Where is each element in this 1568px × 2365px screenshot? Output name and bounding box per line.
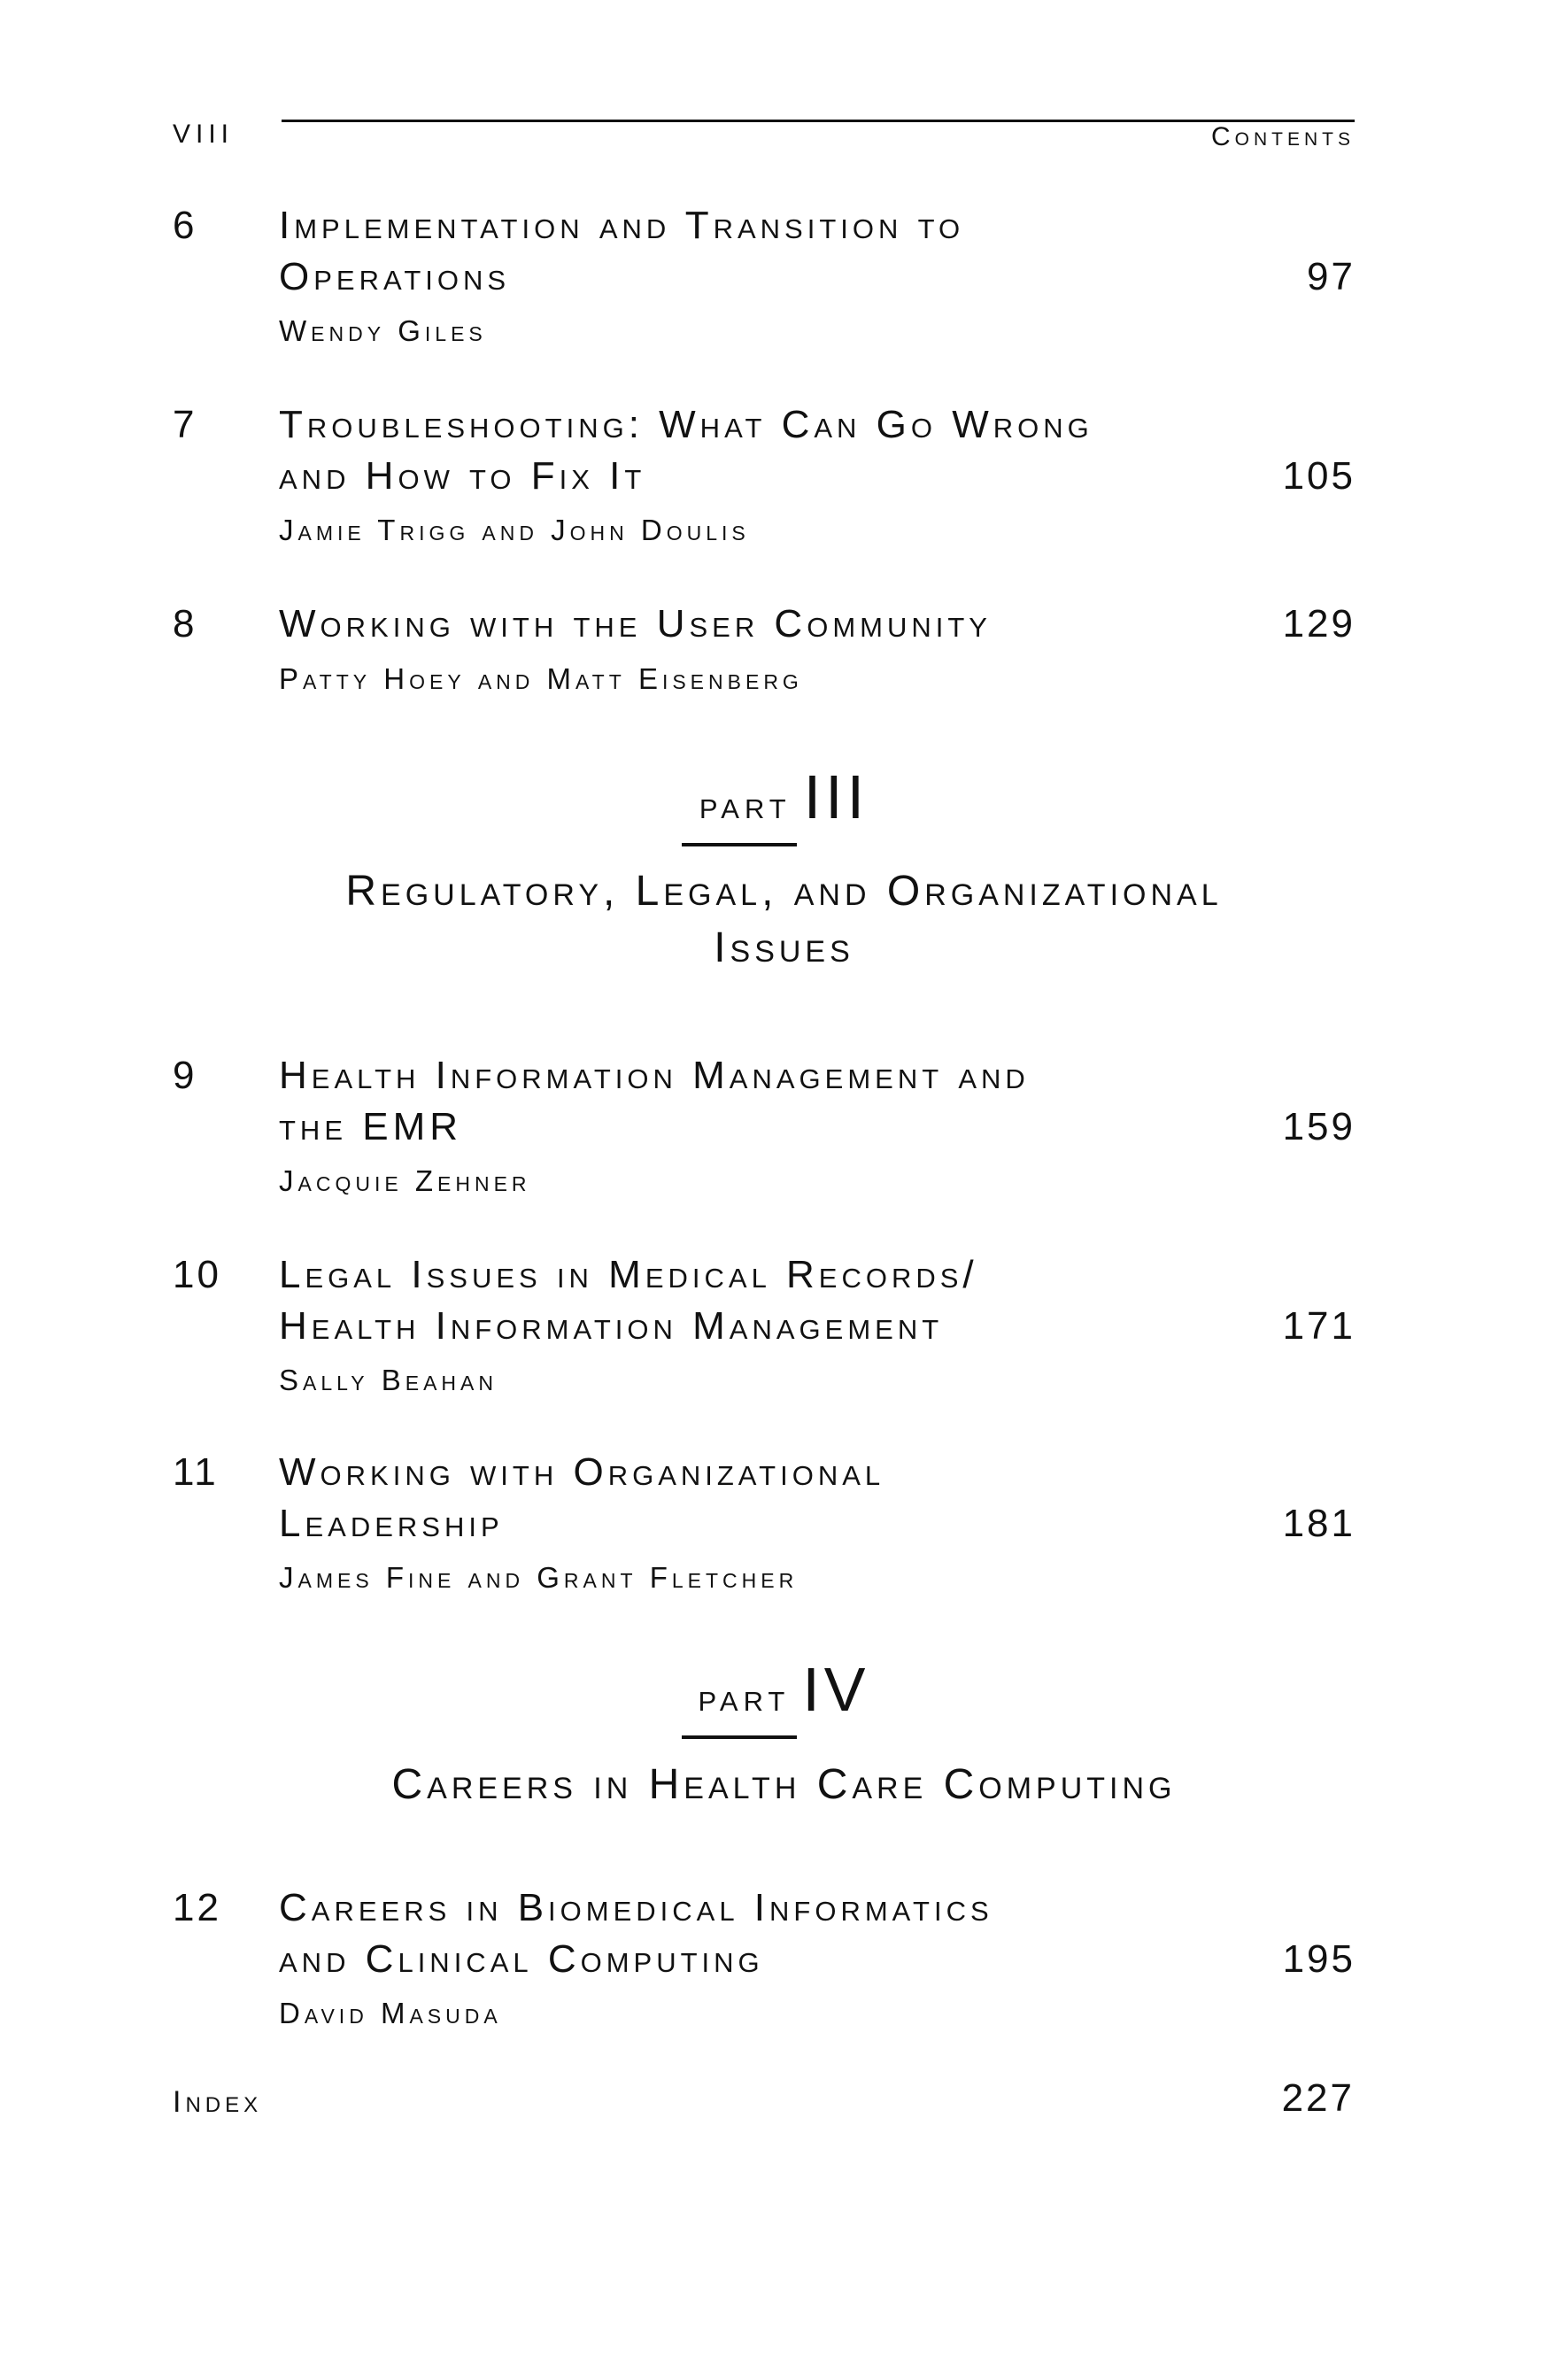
part-title-line: Issues [714,924,854,971]
chapter-title-line: Troubleshooting: What Can Go Wrong [279,403,1093,446]
part-title-line: Careers in Health Care Computing [391,1761,1177,1808]
chapter-title-line: Health Information Management [279,1304,944,1348]
chapter-number: 10 [173,1253,221,1296]
part-numeral: IV [802,1655,870,1724]
chapter-authors: Jacquie Zehner [279,1164,531,1197]
part-rule [682,1735,797,1739]
part-title-line: Regulatory, Legal, and Organizational [345,868,1223,915]
chapter-authors: David Masuda [279,1997,502,2029]
header-rule [282,120,1355,122]
chapter-page: 97 [1307,255,1356,298]
chapter-number: 8 [173,602,197,645]
part-word: part [699,784,792,827]
chapter-page: 171 [1282,1304,1356,1348]
part-rule [682,843,797,846]
chapter-title-line: Implementation and Transition to [279,204,965,247]
running-title: Contents [1211,122,1355,151]
part-title [0,863,1568,977]
chapter-title-line: and How to Fix It [279,454,646,498]
chapter-page: 181 [1282,1502,1356,1545]
chapter-title-line: Health Information Management and [279,1054,1030,1097]
page-number: VIII [173,120,235,149]
chapter-title-line: and Clinical Computing [279,1937,764,1981]
part-label [0,761,1568,832]
chapter-authors: Patty Hoey and Matt Eisenberg [279,662,803,695]
chapter-authors: Sally Beahan [279,1364,498,1396]
chapter-number: 11 [173,1450,219,1494]
chapter-title-line: Leadership [279,1502,504,1545]
chapter-title-line: Working with Organizational [279,1450,885,1494]
chapter-page: 105 [1282,454,1356,498]
chapter-authors: James Fine and Grant Fletcher [279,1561,799,1594]
chapter-title-line: Working with the User Community [279,602,992,645]
part-word: part [698,1676,791,1720]
part-numeral: III [803,762,869,831]
chapter-number: 6 [173,204,197,247]
chapter-authors: Jamie Trigg and John Doulis [279,514,750,546]
chapter-title-line: Operations [279,255,511,298]
chapter-page: 195 [1282,1937,1356,1981]
chapter-title-line: the EMR [279,1105,462,1148]
index-page: 227 [1281,2076,1355,2120]
chapter-number: 12 [173,1886,221,1929]
part-title [0,1757,1568,1813]
part-label [0,1654,1568,1725]
chapter-number: 7 [173,403,197,446]
chapter-page: 129 [1282,602,1356,645]
chapter-number: 9 [173,1054,197,1097]
chapter-title-line: Careers in Biomedical Informatics [279,1886,993,1929]
chapter-title-line: Legal Issues in Medical Records/ [279,1253,978,1296]
chapter-authors: Wendy Giles [279,314,487,347]
index-label[interactable]: Index [173,2085,263,2119]
chapter-page: 159 [1282,1105,1356,1148]
